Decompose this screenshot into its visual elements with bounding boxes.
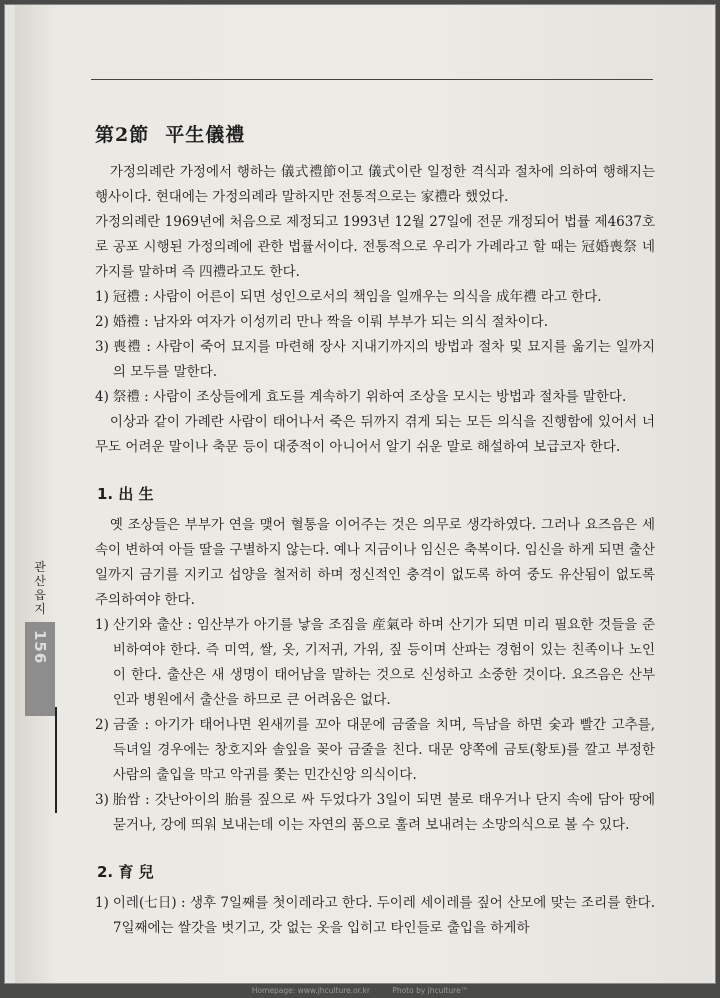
section-name: 平生儀禮	[165, 124, 246, 146]
birth-heading: 1. 出 生	[97, 485, 154, 503]
item-text: 喪禮 : 사람이 죽어 묘지를 마련해 장사 지내기까지의 방법과 절차 및 묘지를 옮기는 일까지의 모두를 말한다.	[112, 339, 655, 380]
page-number: 156	[31, 630, 49, 665]
photo-frame	[4, 4, 716, 984]
item-text: 婚禮 : 남자와 여자가 이성끼리 만나 짝을 이뤄 부부가 되는 의식 절차이다.	[112, 314, 549, 330]
intro-paragraph: 가정의례란 가정에서 행하는 儀式禮節이고 儀式이란 일정한 격식과 절차에 의하여 행해지는 행사이다. 현대에는 가정의례라 말하지만 전통적으로는 家禮라 했었다.	[95, 164, 655, 205]
page-number-box	[25, 622, 55, 716]
side-tab	[25, 560, 55, 716]
list-item	[95, 613, 655, 713]
childcare-heading: 2. 育 兒	[97, 863, 154, 881]
homepage-link[interactable]: Homepage: www.jhculture.or.kr	[251, 986, 370, 995]
header-rule	[91, 79, 653, 80]
item-text: 祭禮 : 사람이 조상들에게 효도를 계속하기 위하여 조상을 모시는 방법과 절차를 말한다.	[112, 389, 627, 405]
item-text: 이레(七日) : 생후 7일째를 첫이레라고 한다. 두이레 세이레를 짚어 산모에 맞는 조리를 한다. 7일째에는 쌀갓을 벗기고, 갓 없는 옷을 입히고 타인들로 출입을 하게하	[112, 895, 655, 936]
list-item	[95, 335, 655, 385]
item-text: 冠禮 : 사람이 어른이 되면 성인으로서의 책임을 일깨우는 의식을 成年禮 라고 한다.	[112, 289, 602, 305]
item-number: 3)	[95, 792, 109, 808]
page-content	[95, 123, 655, 941]
photo-credit	[0, 986, 720, 996]
item-number: 2)	[95, 314, 109, 330]
book-page	[15, 5, 711, 983]
list-item	[95, 891, 655, 941]
item-text: 산기와 출산 : 임산부가 아기를 낳을 조짐을 産氣라 하며 산기가 되면 미리 필요한 것들을 준비하여야 한다. 즉 미역, 쌀, 옷, 기저귀, 가위, 짚 등이며 산파는 경험이 있는 친족이나 노인이 한다. 출산은 새 생명이 태어남을 말하는 것으로 신성하고 소중한 것이다. 요즈음은 산부인과 병원에서 출산을 하므로 큰 어려움은 없다.	[112, 617, 655, 708]
item-number: 1)	[95, 895, 109, 911]
item-text: 금줄 : 아기가 태어나면 왼새끼를 꼬아 대문에 금줄을 치며, 득남을 하면 숯과 빨간 고추를, 득녀일 경우에는 창호지와 솔잎을 꽂아 금줄을 친다. 대문 양쪽에 금토(황토)를 깔고 부정한 사람의 출입을 막고 악귀를 쫓는 민간신앙 의식이다.	[112, 717, 655, 783]
list-item	[95, 310, 655, 335]
birth-paragraph: 옛 조상들은 부부가 연을 맺어 혈통을 이어주는 것은 의무로 생각하였다. 그러나 요즈음은 세속이 변하여 아들 딸을 구별하지 않는다. 예나 지금이나 임신은 축복이다. 임신을 하게 되면 출산일까지 금기를 지키고 섭양을 철저히 하며 정신적인 충격이 없도록 하여 중도 유산됨이 없도록 주의하여야 한다.	[95, 517, 655, 608]
item-text: 胎쌈 : 갓난아이의 胎를 짚으로 싸 두었다가 3일이 되면 불로 태우거나 단지 속에 담아 땅에 묻거나, 강에 띄워 보내는데 이는 자연의 품으로 훌려 보내려는 소망의식으로 볼 수 있다.	[112, 792, 655, 833]
item-number: 2)	[95, 717, 109, 733]
item-number: 1)	[95, 289, 109, 305]
photo-credit-text: Photo by jhculture™	[392, 986, 469, 995]
section-number: 第2節	[95, 124, 150, 146]
intro-paragraph: 가정의례란 1969년에 처음으로 제정되고 1993년 12월 27일에 전문 개정되어 법률 제4637호로 공포 시행된 가정의례에 관한 법률서이다. 전통적으로 우리가 가례라고 할 때는 冠婚喪祭 네 가지를 말하며 즉 四禮라고도 한다.	[95, 214, 655, 280]
section-title	[95, 123, 655, 148]
item-number: 4)	[95, 389, 109, 405]
side-rule	[55, 707, 57, 813]
item-number: 3)	[95, 339, 109, 355]
list-item	[95, 788, 655, 838]
list-item	[95, 385, 655, 410]
list-item	[95, 713, 655, 788]
book-title-label: 관산읍지	[34, 560, 46, 616]
item-number: 1)	[95, 617, 109, 633]
closing-paragraph: 이상과 같이 가례란 사람이 태어나서 죽은 뒤까지 겪게 되는 모든 의식을 진행함에 있어서 너무도 어려운 말이나 축문 등이 대중적이 아니어서 알기 쉬운 말로 해설하여 보급코자 한다.	[95, 414, 655, 455]
list-item	[95, 285, 655, 310]
